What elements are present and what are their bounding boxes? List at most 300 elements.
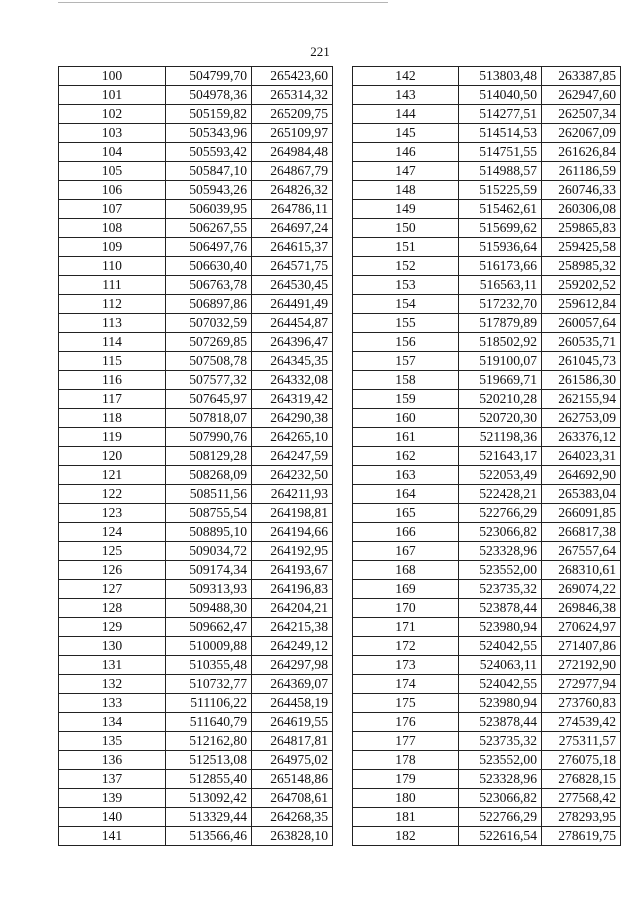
coordinate-y-cell: 264215,38 [252,618,333,637]
top-border-line [58,2,388,3]
coordinate-x-cell: 505343,96 [166,124,252,143]
coordinate-x-cell: 522766,29 [459,504,542,523]
point-number-cell: 103 [59,124,166,143]
point-number-cell: 115 [59,352,166,371]
point-number-cell: 145 [353,124,459,143]
point-number-cell: 134 [59,713,166,732]
point-number-cell: 133 [59,694,166,713]
coordinate-x-cell: 523878,44 [459,713,542,732]
point-number-cell: 169 [353,580,459,599]
point-number-cell: 121 [59,466,166,485]
point-number-cell: 155 [353,314,459,333]
coordinate-x-cell: 509488,30 [166,599,252,618]
table-row [59,124,333,143]
coordinate-y-cell: 264817,81 [252,732,333,751]
coordinate-x-cell: 506267,55 [166,219,252,238]
point-number-cell: 136 [59,751,166,770]
coordinate-x-cell: 508755,54 [166,504,252,523]
coordinate-x-cell: 504799,70 [166,67,252,86]
table-row [59,694,333,713]
coordinate-x-cell: 507990,76 [166,428,252,447]
point-number-cell: 119 [59,428,166,447]
coordinate-y-cell: 264692,90 [542,466,621,485]
point-number-cell: 161 [353,428,459,447]
coordinate-y-cell: 264491,49 [252,295,333,314]
point-number-cell: 165 [353,504,459,523]
coordinate-y-cell: 260535,71 [542,333,621,352]
coordinate-y-cell: 264530,45 [252,276,333,295]
point-number-cell: 144 [353,105,459,124]
coordinate-y-cell: 264867,79 [252,162,333,181]
table-row [59,219,333,238]
table-row [353,67,621,86]
coordinate-x-cell: 522766,29 [459,808,542,827]
coordinate-x-cell: 514277,51 [459,105,542,124]
coordinate-x-cell: 523980,94 [459,694,542,713]
coordinate-y-cell: 264319,42 [252,390,333,409]
coordinate-x-cell: 510732,77 [166,675,252,694]
point-number-cell: 137 [59,770,166,789]
coordinate-x-cell: 513803,48 [459,67,542,86]
coordinate-y-cell: 276828,15 [542,770,621,789]
point-number-cell: 117 [59,390,166,409]
point-number-cell: 158 [353,371,459,390]
table-row [59,751,333,770]
table-row [59,371,333,390]
coordinate-x-cell: 514751,55 [459,143,542,162]
coordinate-y-cell: 265148,86 [252,770,333,789]
table-row [59,238,333,257]
coordinate-x-cell: 523980,94 [459,618,542,637]
coordinate-x-cell: 513566,46 [166,827,252,846]
coordinate-y-cell: 264345,35 [252,352,333,371]
point-number-cell: 104 [59,143,166,162]
point-number-cell: 156 [353,333,459,352]
table-row [59,200,333,219]
coordinate-y-cell: 264268,35 [252,808,333,827]
point-number-cell: 173 [353,656,459,675]
coordinate-y-cell: 264192,95 [252,542,333,561]
coordinate-x-cell: 515225,59 [459,181,542,200]
table-row [59,428,333,447]
coordinate-x-cell: 519100,07 [459,352,542,371]
point-number-cell: 113 [59,314,166,333]
coordinate-y-cell: 266091,85 [542,504,621,523]
coordinate-x-cell: 523552,00 [459,751,542,770]
table-row [59,637,333,656]
point-number-cell: 126 [59,561,166,580]
table-row [353,200,621,219]
point-number-cell: 124 [59,523,166,542]
point-number-cell: 152 [353,257,459,276]
point-number-cell: 142 [353,67,459,86]
coordinate-y-cell: 264194,66 [252,523,333,542]
table-row [353,694,621,713]
coordinate-y-cell: 264249,12 [252,637,333,656]
point-number-cell: 172 [353,637,459,656]
table-row [59,580,333,599]
coordinate-y-cell: 264786,11 [252,200,333,219]
table-row [353,219,621,238]
coordinate-y-cell: 271407,86 [542,637,621,656]
coordinate-x-cell: 522616,54 [459,827,542,846]
coordinate-y-cell: 264232,50 [252,466,333,485]
coordinate-y-cell: 262067,09 [542,124,621,143]
coordinate-x-cell: 522053,49 [459,466,542,485]
coordinate-x-cell: 510009,88 [166,637,252,656]
point-number-cell: 167 [353,542,459,561]
table-row [59,67,333,86]
table-row [353,713,621,732]
coordinate-y-cell: 269846,38 [542,599,621,618]
coordinate-y-cell: 264290,38 [252,409,333,428]
coordinate-y-cell: 264196,83 [252,580,333,599]
coordinate-x-cell: 511106,22 [166,694,252,713]
point-number-cell: 135 [59,732,166,751]
table-row [353,162,621,181]
point-number-cell: 125 [59,542,166,561]
coordinate-y-cell: 278619,75 [542,827,621,846]
table-row [59,485,333,504]
table-row [59,295,333,314]
coordinate-x-cell: 523878,44 [459,599,542,618]
table-row [353,124,621,143]
table-row [59,713,333,732]
point-number-cell: 160 [353,409,459,428]
coordinate-x-cell: 508129,28 [166,447,252,466]
coordinate-x-cell: 523066,82 [459,789,542,808]
coordinate-x-cell: 515462,61 [459,200,542,219]
point-number-cell: 102 [59,105,166,124]
table-row [59,466,333,485]
point-number-cell: 105 [59,162,166,181]
coordinate-y-cell: 275311,57 [542,732,621,751]
point-number-cell: 175 [353,694,459,713]
point-number-cell: 177 [353,732,459,751]
table-row [353,314,621,333]
coordinate-x-cell: 523735,32 [459,732,542,751]
point-number-cell: 178 [353,751,459,770]
table-row [353,371,621,390]
coordinate-x-cell: 509313,93 [166,580,252,599]
coordinate-x-cell: 513329,44 [166,808,252,827]
coordinate-x-cell: 507577,32 [166,371,252,390]
table-row [59,162,333,181]
table-row [59,86,333,105]
coordinate-x-cell: 513092,42 [166,789,252,808]
coordinate-y-cell: 264211,93 [252,485,333,504]
point-number-cell: 151 [353,238,459,257]
point-number-cell: 170 [353,599,459,618]
coordinate-y-cell: 261626,84 [542,143,621,162]
coordinate-y-cell: 260306,08 [542,200,621,219]
coordinate-x-cell: 520210,28 [459,390,542,409]
coordinate-y-cell: 264265,10 [252,428,333,447]
table-row [353,808,621,827]
table-row [59,808,333,827]
point-number-cell: 159 [353,390,459,409]
coordinate-x-cell: 514040,50 [459,86,542,105]
coordinate-y-cell: 270624,97 [542,618,621,637]
point-number-cell: 149 [353,200,459,219]
point-number-cell: 141 [59,827,166,846]
coordinate-y-cell: 264369,07 [252,675,333,694]
coordinate-y-cell: 260746,33 [542,181,621,200]
coordinate-x-cell: 512513,08 [166,751,252,770]
table-row [59,390,333,409]
coordinate-x-cell: 507032,59 [166,314,252,333]
point-number-cell: 182 [353,827,459,846]
point-number-cell: 131 [59,656,166,675]
table-row [59,523,333,542]
point-number-cell: 164 [353,485,459,504]
coordinate-y-cell: 264193,67 [252,561,333,580]
point-number-cell: 106 [59,181,166,200]
coordinate-x-cell: 504978,36 [166,86,252,105]
table-row [59,352,333,371]
table-row [353,618,621,637]
table-row [59,770,333,789]
table-row [353,504,621,523]
table-row [353,295,621,314]
coordinate-y-cell: 262947,60 [542,86,621,105]
coordinate-x-cell: 505847,10 [166,162,252,181]
coordinate-y-cell: 262155,94 [542,390,621,409]
coordinate-y-cell: 277568,42 [542,789,621,808]
point-number-cell: 100 [59,67,166,86]
table-row [353,637,621,656]
table-row [353,257,621,276]
coordinate-y-cell: 272192,90 [542,656,621,675]
coordinate-y-cell: 261186,59 [542,162,621,181]
table-row [59,409,333,428]
coordinate-x-cell: 507508,78 [166,352,252,371]
table-row [353,276,621,295]
coordinate-y-cell: 264297,98 [252,656,333,675]
coordinate-x-cell: 516173,66 [459,257,542,276]
point-number-cell: 130 [59,637,166,656]
coordinates-table-left [58,66,333,846]
coordinate-x-cell: 511640,79 [166,713,252,732]
coordinate-x-cell: 509034,72 [166,542,252,561]
table-row [59,542,333,561]
point-number-cell: 153 [353,276,459,295]
coordinate-y-cell: 265209,75 [252,105,333,124]
table-row [59,105,333,124]
coordinate-x-cell: 517232,70 [459,295,542,314]
coordinate-y-cell: 269074,22 [542,580,621,599]
coordinate-y-cell: 259612,84 [542,295,621,314]
table-row [353,181,621,200]
table-row [353,409,621,428]
coordinate-x-cell: 521643,17 [459,447,542,466]
coordinate-y-cell: 264826,32 [252,181,333,200]
coordinate-y-cell: 264619,55 [252,713,333,732]
point-number-cell: 146 [353,143,459,162]
coordinate-x-cell: 523328,96 [459,542,542,561]
coordinate-y-cell: 266817,38 [542,523,621,542]
point-number-cell: 116 [59,371,166,390]
coordinate-x-cell: 506039,95 [166,200,252,219]
point-number-cell: 143 [353,86,459,105]
coordinate-x-cell: 523328,96 [459,770,542,789]
coordinate-x-cell: 507269,85 [166,333,252,352]
table-row [353,86,621,105]
point-number-cell: 176 [353,713,459,732]
coordinate-x-cell: 507818,07 [166,409,252,428]
table-row [353,561,621,580]
table-row [353,447,621,466]
point-number-cell: 127 [59,580,166,599]
coordinate-x-cell: 517879,89 [459,314,542,333]
point-number-cell: 163 [353,466,459,485]
coordinate-y-cell: 264023,31 [542,447,621,466]
table-row [353,390,621,409]
point-number-cell: 123 [59,504,166,523]
coordinate-y-cell: 264204,21 [252,599,333,618]
coordinate-y-cell: 264247,59 [252,447,333,466]
table-row [353,523,621,542]
point-number-cell: 129 [59,618,166,637]
table-row [353,599,621,618]
coordinate-y-cell: 278293,95 [542,808,621,827]
coordinate-x-cell: 505159,82 [166,105,252,124]
point-number-cell: 171 [353,618,459,637]
coordinate-x-cell: 506897,86 [166,295,252,314]
table-row [59,599,333,618]
table-row [353,751,621,770]
coordinate-x-cell: 523552,00 [459,561,542,580]
table-row [59,143,333,162]
table-row [59,732,333,751]
coordinate-x-cell: 514514,53 [459,124,542,143]
table-row [353,238,621,257]
coordinate-x-cell: 508511,56 [166,485,252,504]
coordinate-y-cell: 263376,12 [542,428,621,447]
coordinate-y-cell: 263828,10 [252,827,333,846]
coordinate-x-cell: 507645,97 [166,390,252,409]
table-row [59,504,333,523]
coordinate-y-cell: 261045,73 [542,352,621,371]
coordinate-y-cell: 274539,42 [542,713,621,732]
coordinate-x-cell: 522428,21 [459,485,542,504]
coordinate-y-cell: 264458,19 [252,694,333,713]
coordinate-x-cell: 508895,10 [166,523,252,542]
point-number-cell: 179 [353,770,459,789]
coordinate-y-cell: 259202,52 [542,276,621,295]
table-row [59,827,333,846]
coordinate-y-cell: 265383,04 [542,485,621,504]
table-row [353,770,621,789]
table-row [59,257,333,276]
coordinate-y-cell: 276075,18 [542,751,621,770]
coordinate-y-cell: 259425,58 [542,238,621,257]
table-row [59,276,333,295]
coordinate-x-cell: 508268,09 [166,466,252,485]
point-number-cell: 101 [59,86,166,105]
coordinate-x-cell: 506763,78 [166,276,252,295]
table-row [353,428,621,447]
point-number-cell: 108 [59,219,166,238]
coordinate-x-cell: 512855,40 [166,770,252,789]
point-number-cell: 122 [59,485,166,504]
point-number-cell: 140 [59,808,166,827]
point-number-cell: 109 [59,238,166,257]
point-number-cell: 150 [353,219,459,238]
coordinate-x-cell: 514988,57 [459,162,542,181]
coordinate-x-cell: 520720,30 [459,409,542,428]
point-number-cell: 181 [353,808,459,827]
coordinates-table-right [352,66,621,846]
coordinate-x-cell: 512162,80 [166,732,252,751]
table-row [353,580,621,599]
coordinate-y-cell: 262753,09 [542,409,621,428]
table-row [59,333,333,352]
point-number-cell: 166 [353,523,459,542]
table-row [353,789,621,808]
point-number-cell: 168 [353,561,459,580]
coordinate-x-cell: 509662,47 [166,618,252,637]
table-row [353,827,621,846]
point-number-cell: 180 [353,789,459,808]
point-number-cell: 112 [59,295,166,314]
coordinate-x-cell: 506497,76 [166,238,252,257]
coordinate-x-cell: 518502,92 [459,333,542,352]
coordinate-y-cell: 272977,94 [542,675,621,694]
coordinate-y-cell: 260057,64 [542,314,621,333]
table-row [353,352,621,371]
coordinate-y-cell: 264198,81 [252,504,333,523]
table-row [59,561,333,580]
point-number-cell: 120 [59,447,166,466]
table-row [353,656,621,675]
table-row [59,675,333,694]
table-row [59,447,333,466]
table-row [353,542,621,561]
coordinate-y-cell: 273760,83 [542,694,621,713]
coordinate-x-cell: 509174,34 [166,561,252,580]
table-row [59,181,333,200]
coordinate-x-cell: 524042,55 [459,675,542,694]
coordinate-y-cell: 264396,47 [252,333,333,352]
coordinate-y-cell: 262507,34 [542,105,621,124]
coordinate-y-cell: 263387,85 [542,67,621,86]
table-row [59,314,333,333]
coordinate-y-cell: 264984,48 [252,143,333,162]
table-row [353,732,621,751]
coordinate-y-cell: 264332,08 [252,371,333,390]
coordinate-y-cell: 265109,97 [252,124,333,143]
coordinate-y-cell: 258985,32 [542,257,621,276]
point-number-cell: 148 [353,181,459,200]
coordinate-y-cell: 265314,32 [252,86,333,105]
table-row [59,656,333,675]
coordinate-y-cell: 264615,37 [252,238,333,257]
table-row [353,466,621,485]
table-row [353,105,621,124]
point-number-cell: 107 [59,200,166,219]
coordinate-y-cell: 259865,83 [542,219,621,238]
coordinate-y-cell: 268310,61 [542,561,621,580]
point-number-cell: 110 [59,257,166,276]
coordinate-x-cell: 515936,64 [459,238,542,257]
coordinate-y-cell: 261586,30 [542,371,621,390]
point-number-cell: 118 [59,409,166,428]
coordinate-x-cell: 519669,71 [459,371,542,390]
point-number-cell: 128 [59,599,166,618]
coordinate-x-cell: 521198,36 [459,428,542,447]
coordinate-x-cell: 505593,42 [166,143,252,162]
